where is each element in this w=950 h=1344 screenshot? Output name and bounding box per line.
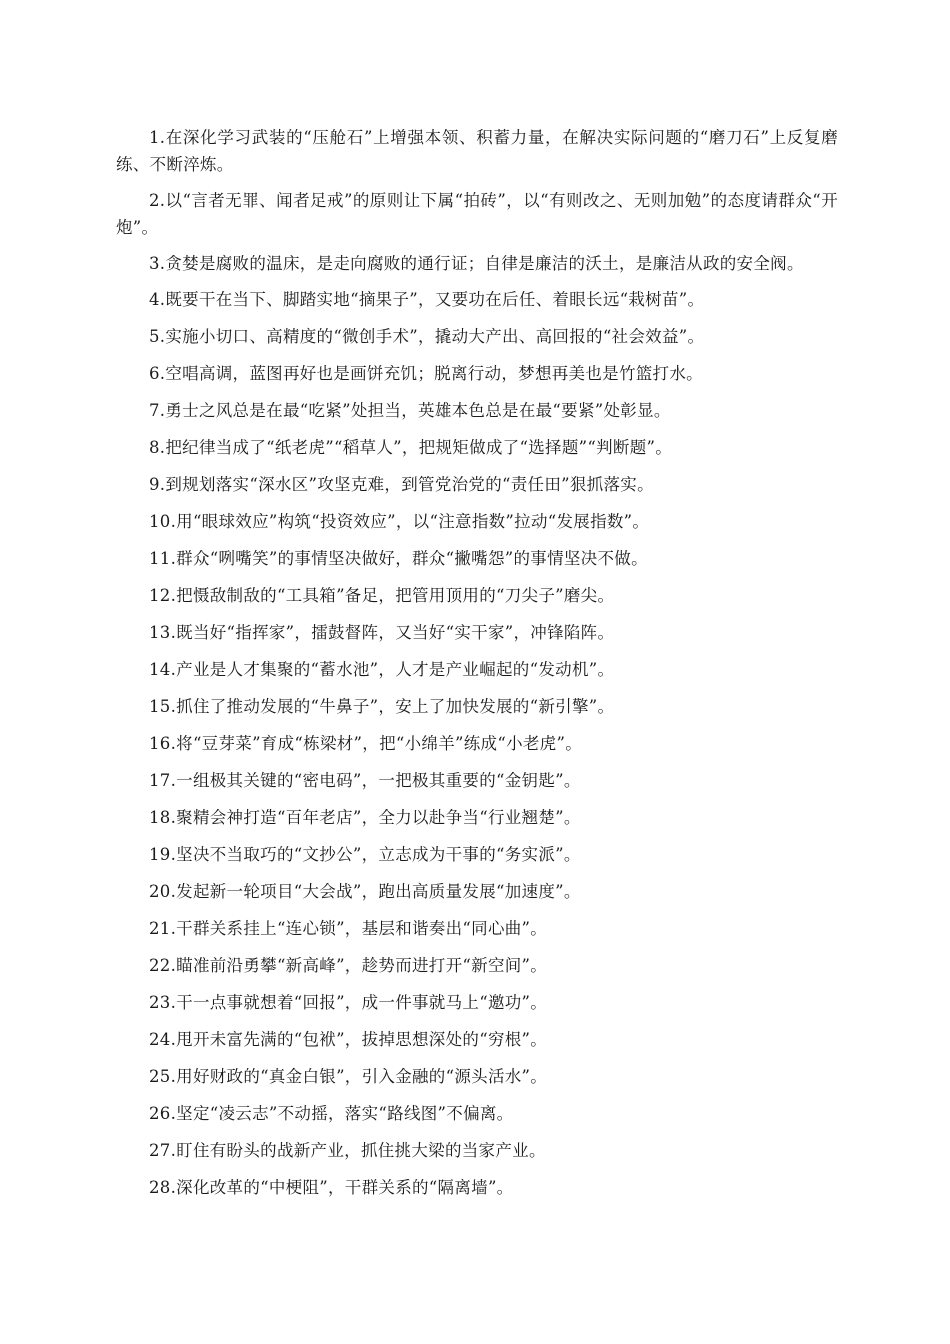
paragraph-18: 18.聚精会神打造“百年老店”，全力以赴争当“行业翘楚”。 [149, 808, 581, 827]
paragraph-14: 14.产业是人才集聚的“蓄水池”，人才是产业崛起的“发动机”。 [149, 660, 615, 679]
paragraph-11: 11.群众“咧嘴笑”的事情坚决做好，群众“撇嘴怨”的事情坚决不做。 [149, 549, 648, 568]
paragraph-19: 19.坚决不当取巧的“文抄公”，立志成为干事的“务实派”。 [149, 845, 581, 864]
paragraph-27: 27.盯住有盼头的战新产业，抓住挑大梁的当家产业。 [149, 1141, 546, 1160]
paragraph-13: 13.既当好“指挥家”，擂鼓督阵，又当好“实干家”，冲锋陷阵。 [149, 623, 615, 642]
paragraph-16: 16.将“豆芽菜”育成“栋梁材”，把“小绵羊”练成“小老虎”。 [149, 734, 583, 753]
paragraph-17: 17.一组极其关键的“密电码”，一把极其重要的“金钥匙”。 [149, 771, 581, 790]
paragraph-25: 25.用好财政的“真金白银”，引入金融的“源头活水”。 [149, 1067, 548, 1086]
paragraph-22: 22.瞄准前沿勇攀“新高峰”，趁势而进打开“新空间”。 [149, 956, 548, 975]
document-body [116, 124, 838, 1211]
paragraph-5: 5.实施小切口、高精度的“微创手术”，撬动大产出、高回报的“社会效益”。 [149, 327, 705, 346]
paragraph-24: 24.甩开未富先满的“包袱”，拔掉思想深处的“穷根”。 [149, 1030, 548, 1049]
paragraph-1: 1.在深化学习武装的“压舱石”上增强本领、积蓄力量，在解决实际问题的“磨刀石”上反复磨练、不断淬炼。 [116, 128, 838, 174]
paragraph-4: 4.既要干在当下、脚踏实地“摘果子”，又要功在后任、着眼长远“栽树苗”。 [149, 290, 705, 309]
paragraph-7: 7.勇士之风总是在最“吃紧”处担当，英雄本色总是在最“要紧”处彰显。 [149, 401, 671, 420]
paragraph-10: 10.用“眼球效应”构筑“投资效应”，以“注意指数”拉动“发展指数”。 [149, 512, 650, 531]
paragraph-3: 3.贪婪是腐败的温床，是走向腐败的通行证；自律是廉洁的沃土，是廉洁从政的安全阀。 [149, 254, 804, 273]
paragraph-21: 21.干群关系挂上“连心锁”，基层和谐奏出“同心曲”。 [149, 919, 548, 938]
paragraph-6: 6.空唱高调，蓝图再好也是画饼充饥；脱离行动，梦想再美也是竹篮打水。 [149, 364, 703, 383]
paragraph-12: 12.把慑敌制敌的“工具箱”备足，把管用顶用的“刀尖子”磨尖。 [149, 586, 615, 605]
paragraph-8: 8.把纪律当成了“纸老虎”“稻草人”，把规矩做成了“选择题”“判断题”。 [149, 438, 673, 457]
paragraph-28: 28.深化改革的“中梗阻”，干群关系的“隔离墙”。 [149, 1178, 514, 1197]
paragraph-15: 15.抓住了推动发展的“牛鼻子”，安上了加快发展的“新引擎”。 [149, 697, 615, 716]
paragraph-23: 23.干一点事就想着“回报”，成一件事就马上“邀功”。 [149, 993, 548, 1012]
paragraph-2: 2.以“言者无罪、闻者足戒”的原则让下属“拍砖”，以“有则改之、无则加勉”的态度请群众“开炮”。 [116, 191, 838, 237]
paragraph-9: 9.到规划落实“深水区”攻坚克难，到管党治党的“责任田”狠抓落实。 [149, 475, 654, 494]
paragraph-20: 20.发起新一轮项目“大会战”，跑出高质量发展“加速度”。 [149, 882, 581, 901]
paragraph-26: 26.坚定“凌云志”不动摇，落实“路线图”不偏离。 [149, 1104, 514, 1123]
